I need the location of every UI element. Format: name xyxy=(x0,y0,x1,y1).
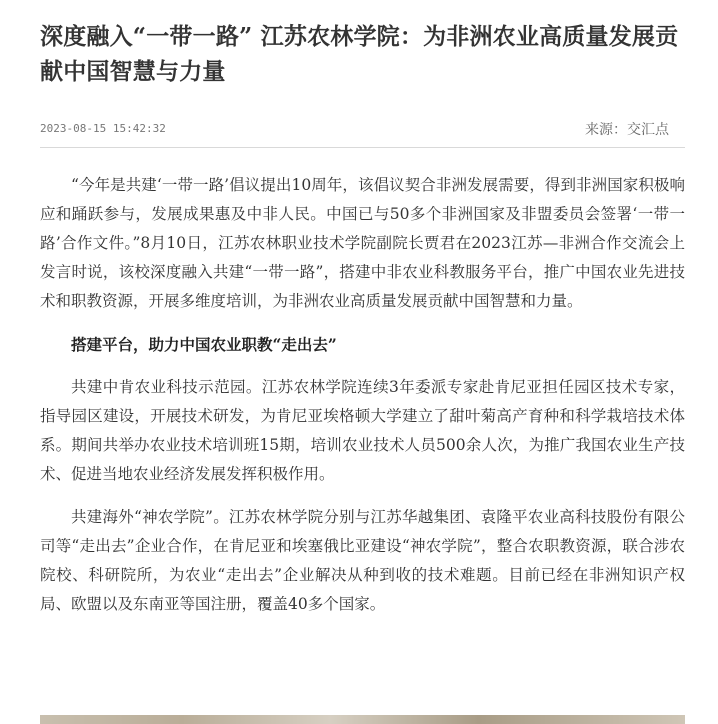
paragraph-demo-park: 共建中肯农业科技示范园。江苏农林学院连续3年委派专家赴肯尼亚担任园区技术专家，指导园区建设，开展技术研发，为肯尼亚埃格顿大学建立了甜叶菊高产育种和科学栽培技术体系。期间共举办农业技术培训班15期，培训农业技术人员500余人次，为推广我国农业生产技术、促进当地农业经济发展发挥积极作用。 xyxy=(40,378,685,483)
paragraph-shennong-college: 共建海外“神农学院”。江苏农林学院分别与江苏华越集团、袁隆平农业高科技股份有限公司等“走出去”企业合作，在肯尼亚和埃塞俄比亚建设“神农学院”，整合农职教资源，联合涉农院校、科研院所，为农业“走出去”企业解决从种到收的技术难题。目前已经在非洲知识产权局、欧盟以及东南亚等国注册，覆盖40多个国家。 xyxy=(40,508,685,613)
source-name: 交汇点 xyxy=(627,122,669,138)
article-title: 深度融入“一带一路” 江苏农林学院：为非洲农业高质量发展贡献中国智慧与力量 xyxy=(40,23,679,85)
publish-date: 2023-08-15 15:42:32 xyxy=(40,122,166,135)
section-subheading: 搭建平台，助力中国农业职教“走出去” xyxy=(71,335,337,354)
source-label: 来源： xyxy=(585,122,627,138)
paragraph-intro: “今年是共建‘一带一路’倡议提出10周年，该倡议契合非洲发展需要，得到非洲国家积极响应和踊跃参与，发展成果惠及中非人民。中国已与50多个非洲国家及非盟委员会签署‘一带一路’合作文件。”8月10日，江苏农林职业技术学院副院长贾君在2023江苏—非洲合作交流会上发言时说，该校深度融入共建“一带一路”，搭建中非农业科教服务平台，推广中国农业先进技术和职教资源，开展多维度培训，为非洲农业高质量发展贡献中国智慧和力量。 xyxy=(40,176,685,310)
article xyxy=(40,0,685,633)
article-body xyxy=(40,171,685,619)
article-source xyxy=(585,119,669,139)
article-meta xyxy=(40,119,685,141)
article-photo xyxy=(40,715,685,724)
meta-divider xyxy=(40,147,685,148)
